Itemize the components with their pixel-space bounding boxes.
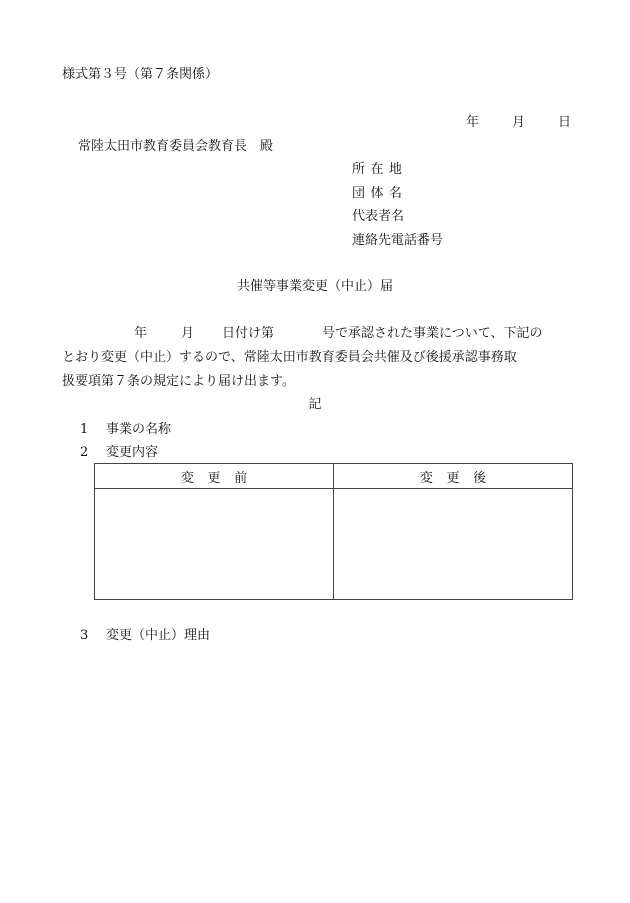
body-line-2: とおり変更（中止）するので、常陸太田市教育委員会共催及び後援承認事務取 [62, 350, 517, 365]
item-label: 変更内容 [106, 445, 159, 460]
item-label: 事業の名称 [106, 422, 172, 437]
ki-heading: 記 [308, 397, 322, 412]
after-cell[interactable] [334, 489, 573, 600]
before-header: 変更前 [95, 464, 334, 489]
body-line-3: 扱要項第７条の規定により届け出ます。 [62, 374, 295, 389]
change-table [94, 463, 573, 600]
document-title: 共催等事業変更（中止）届 [236, 279, 393, 294]
body-paragraph [62, 322, 582, 394]
date-day-label: 日 [558, 115, 572, 130]
phone-label: 連絡先電話番号 [352, 232, 444, 248]
item-number: 3 [80, 628, 89, 643]
item-number: 2 [80, 445, 89, 460]
form-number: 様式第３号（第７条関係） [62, 67, 219, 82]
item-change-reason [80, 629, 210, 642]
change-table-header-row [95, 464, 573, 489]
date-year-label: 年 [466, 115, 480, 130]
body-line-1-tail: 号で承認された事業について、下記の [322, 326, 543, 341]
item-label: 変更（中止）理由 [106, 628, 211, 643]
body-month: 月 [181, 326, 195, 341]
group-name-label: 団体名 [352, 185, 408, 201]
body-line-1 [62, 322, 582, 346]
item-number: 1 [80, 422, 89, 437]
before-cell[interactable] [95, 489, 334, 600]
applicant-block [352, 163, 443, 257]
item-project-name [80, 423, 171, 436]
body-dated-no: 日付け第 [222, 326, 275, 341]
date-month-label: 月 [512, 115, 526, 130]
body-year: 年 [134, 326, 148, 341]
item-change-content [80, 446, 158, 459]
representative-label: 代表者名 [352, 209, 405, 224]
change-table-body-row [95, 489, 573, 600]
date-line [466, 116, 571, 129]
after-header: 変更後 [334, 464, 573, 489]
addressee: 常陸太田市教育委員会教育長 殿 [78, 139, 274, 154]
address-label: 所在地 [352, 162, 408, 177]
